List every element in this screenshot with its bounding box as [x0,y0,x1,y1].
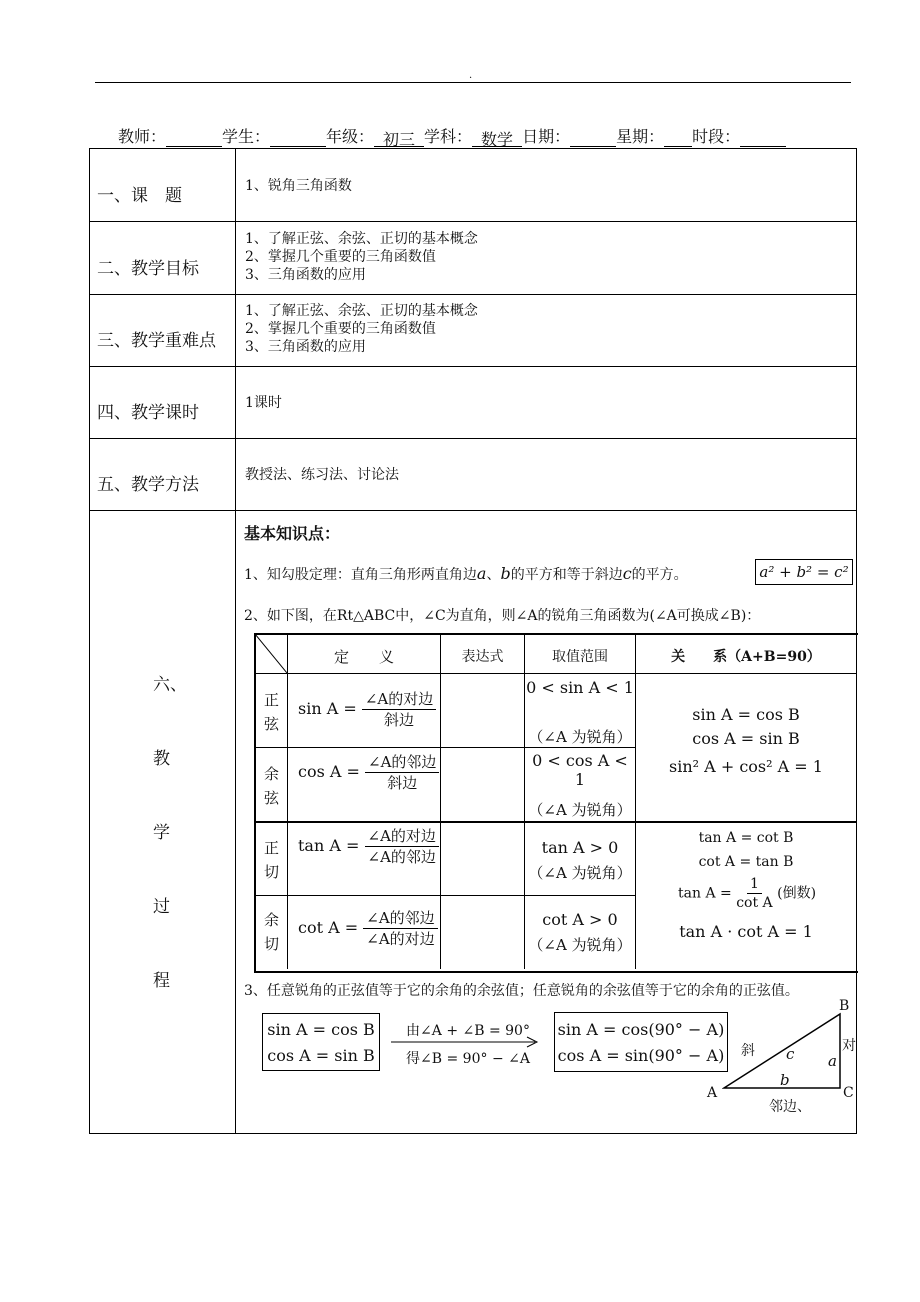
table-column-divider [235,148,236,1133]
date-label: 日期： [522,127,571,146]
point-1-text: 的平方和等于斜边 [510,567,623,583]
row-name-char: 正 [263,691,279,709]
row-label-goals: 二、教学目标 [97,259,199,279]
row-label-methods: 五、教学方法 [97,475,199,495]
range-condition: （∠A 为锐角） [528,801,632,819]
content-line: 教授法、练习法、讨论法 [245,467,399,483]
relation-sincos [636,703,856,779]
relation-tancot [636,826,856,874]
definition-numerator: ∠A的对边 [362,689,436,710]
table-border-bottom [89,1133,857,1134]
row-name-char: 余 [263,765,279,783]
table-border-top [89,148,857,149]
content-line: 1、了解正弦、余弦、正切的基本概念 [245,303,478,319]
range-tan: tan A > 0 [541,838,619,857]
teacher-label: 教师： [118,127,167,146]
definition-tan [298,826,439,867]
definition-numerator: ∠A的邻边 [365,752,439,773]
point-1-var-c: c [622,564,632,583]
side-b-label: b [780,1071,790,1089]
side-a-label: a [828,1052,837,1070]
row-content-key-points [245,302,478,356]
formula-line: cos A = sin B [267,1046,375,1065]
definition-denominator: ∠A的邻边 [367,848,436,866]
range-cos: 0 < cos A < 1 [532,751,628,789]
point-1-text: 的平方。 [631,567,688,583]
definition-cot [298,908,438,949]
trig-table-col [635,634,636,969]
range-cot: cot A > 0 [542,910,618,929]
relation-lhs: tan A = [678,885,732,902]
top-rule [95,82,851,83]
row-label-key-points: 三、教学重难点 [97,331,216,351]
content-line: 1课时 [245,395,282,411]
range-condition: （∠A 为锐角） [528,936,632,954]
trig-table-row [255,821,856,823]
relation-reciprocal [678,875,816,912]
subject-label: 学科： [424,127,473,146]
definition-denominator: 斜边 [387,774,418,792]
section6-label-char: 学 [153,823,170,843]
relation-numerator: 1 [747,875,762,894]
relation-line: cos A = sin B [692,729,800,748]
point-1-sep: 、 [486,567,501,583]
relation-line: cot A = tan B [698,854,794,870]
arrow-bottom-text: 得∠B = 90° − ∠A [406,1051,530,1067]
row-name-char: 余 [263,911,279,929]
definition-sin [298,689,436,730]
row-name-cot [256,908,287,956]
formula-line: sin A = cos B [267,1020,375,1039]
row-name-char: 切 [263,935,279,953]
relation-line: tan A = cot B [698,830,794,846]
header-range: 取值范围 [552,649,608,665]
relation-line: sin A = cos B [692,705,800,724]
range-condition: （∠A 为锐角） [528,728,632,746]
row-divider [89,221,857,222]
header-expression: 表达式 [461,649,504,665]
definition-numerator: ∠A的邻边 [363,908,437,929]
top-dot: . [469,70,473,81]
row-divider [89,294,857,295]
row-name-char: 弦 [263,715,279,733]
point-1-text: 1、知勾股定理：直角三角形两直角边 [244,567,477,583]
formula-line: cos A = sin(90° − A) [557,1046,725,1065]
week-field[interactable] [664,127,692,147]
header-relation: 关 系（A+B=90） [671,649,821,665]
table-border-left [89,148,90,1133]
range-condition: （∠A 为锐角） [528,864,632,882]
definition-numerator: ∠A的对边 [365,826,439,847]
complement-box-2 [554,1012,728,1072]
date-field[interactable] [570,127,616,147]
point-2: 2、如下图，在Rt△ABC中，∠C为直角，则∠A的锐角三角函数为(∠A可换成∠B)： [244,608,761,624]
row-content-methods [245,466,399,484]
trig-table-col [440,634,441,969]
header-diagonal [255,634,287,673]
teacher-field[interactable] [166,127,222,147]
right-arrow-icon [391,1036,541,1048]
section6-label-char: 过 [153,897,170,917]
content-line: 1、锐角三角函数 [245,178,352,194]
pythagorean-formula: a² + b² = c² [755,559,853,585]
period-field[interactable] [740,127,786,147]
relation-note: (倒数) [777,885,817,902]
relation-line: sin² A + cos² A = 1 [669,757,823,776]
definition-cos [298,752,439,793]
knowledge-heading: 基本知识点： [244,524,341,543]
complement-box-1 [262,1013,380,1071]
content-line: 3、三角函数的应用 [245,267,366,283]
range-sin: 0 < sin A < 1 [526,678,634,697]
row-content-hours [245,394,282,412]
vertex-c-label: C [843,1085,854,1101]
period-label: 时段： [692,127,741,146]
row-content-topic [245,177,352,195]
row-label-hours: 四、教学课时 [97,403,199,423]
grade-label: 年级： [326,127,375,146]
adjacent-label: 邻边、 [769,1099,811,1115]
content-line: 1、了解正弦、余弦、正切的基本概念 [245,231,478,247]
row-name-char: 弦 [263,789,279,807]
student-field[interactable] [270,127,326,147]
content-line: 2、掌握几个重要的三角函数值 [245,249,436,265]
row-divider [89,366,857,367]
definition-lhs: tan A = [298,836,360,855]
definition-lhs: cot A = [298,918,359,937]
content-line: 3、三角函数的应用 [245,339,366,355]
definition-denominator: 斜边 [384,711,415,729]
point-1 [244,564,688,584]
row-content-goals [245,230,478,284]
formula-line: sin A = cos(90° − A) [557,1020,725,1039]
trig-table-row [255,895,635,896]
header-info [118,124,786,147]
grade-value: 初三 [374,127,424,147]
section6-label-char: 六、 [153,675,187,695]
row-name-sin [256,688,287,736]
row-name-char: 切 [263,863,279,881]
definition-denominator: ∠A的对边 [366,930,435,948]
row-divider [89,438,857,439]
point-3: 3、任意锐角的正弦值等于它的余角的余弦值；任意锐角的余弦值等于它的余角的正弦值。 [244,983,799,999]
row-label-topic: 一、课 题 [97,186,182,206]
point-1-var-b: b [500,564,511,583]
definition-lhs: cos A = [298,762,360,781]
vertex-a-label: A [707,1085,718,1101]
relation-product: tan A · cot A = 1 [679,922,813,941]
content-line: 2、掌握几个重要的三角函数值 [245,321,436,337]
section6-label-char: 教 [153,749,170,769]
hypotenuse-label: 斜 [741,1043,755,1059]
section6-label-char: 程 [153,971,170,991]
subject-value: 数学 [472,127,522,147]
vertex-b-label: B [839,998,850,1014]
header-definition: 定 义 [333,648,394,666]
definition-lhs: sin A = [298,699,357,718]
trig-table-row [255,747,635,748]
trig-table-row [255,673,856,674]
side-c-label: c [786,1045,795,1063]
row-name-char: 正 [263,839,279,857]
week-label: 星期： [616,127,665,146]
arrow-top-text: 由∠A + ∠B = 90° [406,1023,530,1039]
row-divider [89,510,857,511]
point-1-var-a: a [476,564,487,583]
trig-table-col [287,634,288,969]
row-name-cos [256,762,287,810]
relation-denominator: cot A [736,895,773,911]
student-label: 学生： [222,127,271,146]
opposite-label: 对 [842,1038,856,1054]
row-name-tan [256,836,287,884]
